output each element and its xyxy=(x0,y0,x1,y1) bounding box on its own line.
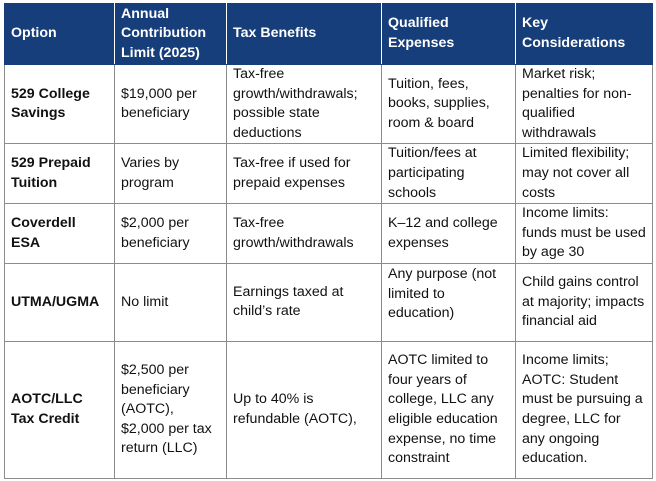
option-cell: Coverdell ESA xyxy=(5,204,115,264)
tax-benefits-cell: Tax-free if used for prepaid expenses xyxy=(227,144,382,204)
education-savings-table xyxy=(4,3,653,479)
header-option: Option xyxy=(5,4,115,65)
header-qualified-expenses: Qualified Expenses xyxy=(382,4,516,65)
limit-cell: $19,000 per beneficiary xyxy=(115,65,227,144)
option-cell: 529 Prepaid Tuition xyxy=(5,144,115,204)
key-considerations-cell: Income limits: funds must be used by age 30 xyxy=(516,204,653,264)
qualified-expenses-cell: Tuition, fees, books, supplies, room & board xyxy=(382,65,516,144)
table-row xyxy=(5,65,653,144)
option-cell: AOTC/LLC Tax Credit xyxy=(5,341,115,478)
tax-benefits-cell: Tax-free growth/withdrawals; possible state deductions xyxy=(227,65,382,144)
header-contribution-limit: Annual Contribution Limit (2025) xyxy=(115,4,227,65)
qualified-expenses-cell: Any purpose (not limited to education) xyxy=(382,263,516,341)
header-row xyxy=(5,4,653,65)
key-considerations-cell: Market risk; penalties for non-qualified withdrawals xyxy=(516,65,653,144)
limit-cell: $2,500 per beneficiary (AOTC), $2,000 per tax return (LLC) xyxy=(115,341,227,478)
tax-benefits-cell: Tax-free growth/withdrawals xyxy=(227,204,382,264)
table-row xyxy=(5,204,653,264)
key-considerations-cell: Child gains control at majority; impacts financial aid xyxy=(516,263,653,341)
qualified-expenses-cell: AOTC limited to four years of college, LLC any eligible education expense, no time constraint xyxy=(382,341,516,478)
table-row xyxy=(5,263,653,341)
limit-cell: $2,000 per beneficiary xyxy=(115,204,227,264)
limit-cell: No limit xyxy=(115,263,227,341)
qualified-expenses-cell: K–12 and college expenses xyxy=(382,204,516,264)
option-cell: UTMA/UGMA xyxy=(5,263,115,341)
tax-benefits-cell: Up to 40% is refundable (AOTC), xyxy=(227,341,382,478)
header-tax-benefits: Tax Benefits xyxy=(227,4,382,65)
tax-benefits-cell: Earnings taxed at child’s rate xyxy=(227,263,382,341)
table-row xyxy=(5,144,653,204)
key-considerations-cell: Limited flexibility; may not cover all costs xyxy=(516,144,653,204)
key-considerations-cell: Income limits; AOTC: Student must be pursuing a degree, LLC for any ongoing education. xyxy=(516,341,653,478)
header-key-considerations: Key Considerations xyxy=(516,4,653,65)
qualified-expenses-cell: Tuition/fees at participating schools xyxy=(382,144,516,204)
option-cell: 529 College Savings xyxy=(5,65,115,144)
limit-cell: Varies by program xyxy=(115,144,227,204)
table-row xyxy=(5,341,653,478)
